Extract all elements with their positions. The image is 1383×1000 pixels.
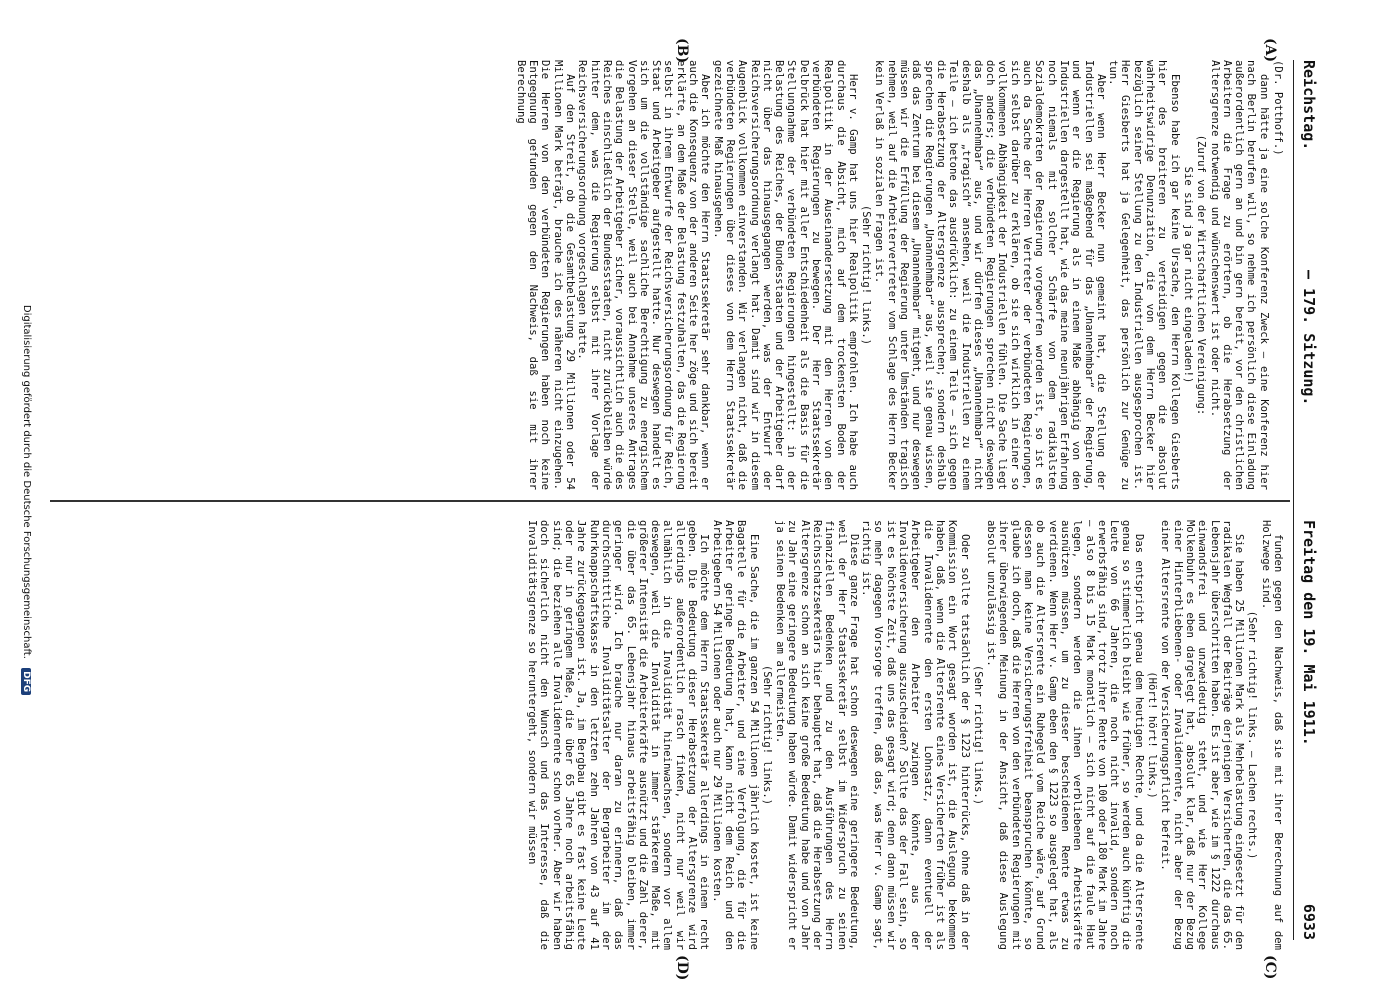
paragraph: Herr v. Gamp hat uns hier Realpolitik empfohlen. Ich habe auch durchaus die Absicht, mich auf dem trockensten Boden der Realpolitik in der Auseinandersetzung mit den Herren von den verbündeten Regierungen zu bewegen. Der Herr Staatssekretär Delbrück hat hier mit aller Entschiedenheit als die Basis für die Stellungnahme der verbündeten Regierungen hingestellt: in der Belastung des Reiches, der Bundesstaaten und der Arbeitgeber darf nicht über das hinausgegangen werden, was der Entwurf der Reichsversicherungsordnung verlangt hat. Damit sind wir in diesem Augenblick vollkommen einverstanden. Wir verlangen nicht, daß die verbündeten Regierungen über dieses von dem Herrn Staatssekretär gezeichnete Maß hinausgehen. <box>711 60 859 490</box>
margin-marker-d: (D) <box>674 955 690 981</box>
margin-marker-b: (B) <box>674 38 690 64</box>
right-column <box>54 520 1284 950</box>
interjection: (Sehr richtig! links.) <box>971 664 984 806</box>
left-column <box>54 60 1284 490</box>
paragraph: Oder sollte tatsächlich der § 1223 hinterrücks, ohne daß in der Kommission ein Wort gesagt worden ist, die Auslegung bekommen haben, daß, wenn die Altersrente eines Versicherten früher ist als die Invalidenrente den ersten Lohnsatz, dann eventuell der Arbeitgeber den Arbeiter zwingen könnte, aus der Invalidenversicherung auszuscheiden? Sollte das der Fall sein, so ist es höchste Zeit, daß uns das gesagt wird; denn dann müssen wir so mehr dagegen Vorsorge treffen, daß das, was Herr v. Gamp sagt, richtig ist. <box>860 520 971 950</box>
column-divider <box>50 500 1290 502</box>
speaker-name: (Dr. Potthoff.) <box>1272 60 1284 156</box>
digitization-footer <box>12 0 32 1000</box>
footer-text: Digitalisierung gefördert durch die Deutsche Forschungsgemeinschaft. <box>21 304 32 659</box>
header-reichstag: Reichstag. <box>1300 60 1318 151</box>
paragraph: funden gegen den Nachweis, daß sie mit ihrer Berechnung auf dem Holzwege sind. <box>1259 520 1284 950</box>
paragraph: Ich möchte dem Herrn Staatssekretär allerdings in einem recht geben. Die Bedeutung dieser Herabsetzung der Altersgrenze wird allerdings außerordentlich rasch finken, nicht nur weil wir allmählich in die Invalidität hineinwachsen, sondern vor allem deswegen, weil die Invalidität in immer stärkerem Maße, mit größerer Intensität die Arbeiterkräfte ausnützt und die Zahl derer, die über das 65. Lebensjahr hinaus arbeitsfähig bleiben, immer geringer wird. Ich brauche nur daran zu erinnern, daß das durchschnittliche Invaliditätsalter der Bergarbeiter im der Ruhrknappschaftskasse in den letzten zehn Jahren von 43 auf 41 Jahre zurückgegangen ist. Ja, im Bergbau gibt es fast keine Leute oder nur in geringem Maße, die über 65 Jahre noch arbeitsfähig sind; die beziehen alle Invalidenrente schon vorher. Aber wir haben doch sicherlich nicht den Wunsch und das Interesse, daß die Invaliditätsgrenze so heruntergeht, sondern wir müssen <box>526 520 711 950</box>
header-date: Freitag den 19. Mai 1911. <box>1300 520 1318 746</box>
page-number: 6933 <box>1300 903 1318 940</box>
paragraph: Auf den Streit, ob die Gesamtbelastung 29 Millionen oder 54 Millionen Mark beträgt, brauche ich des näheren nicht einzugehen. Die Herren von den verbündeten Regierungen haben noch keine Entgegnung gefunden gegen den Nachweis, daß sie mit ihrer Berechnung <box>514 60 577 490</box>
interjection: (Hört! hört! links.) <box>1146 671 1159 799</box>
dfg-logo-icon: DFG <box>21 668 31 695</box>
paragraph: Diese ganze Frage hat schon deswegen eine geringere Bedeutung, weil der Herr Staatssekretär selbst im Widerspruch zu seinen finanziellen Bedenken und zu den Ausführungen des Herrn Reichsschatzsekretärs hier behauptet hat, daß die Herabsetzung der Altersgrenze schon an sich keine große Bedeutung habe und von Jahr zu Jahr eine geringere Bedeutung haben würde. Damit widerspricht er ja seinen Bedenken am allermeisten. <box>774 520 860 950</box>
page-header <box>1294 60 1318 940</box>
paragraph: Das entspricht genau dem heutigen Rechte, und da die Altersrente genau so stimmerlich bleibt wie früher, so werden auch künftig die Leute von 66 Jahren, die noch nicht invalid, sondern noch erwerbsfähig sind, trotz ihrer Rente von 100 oder 180 Mark im Jahre — also 8 bis 15 Mark monatlich — sich nicht auf die faule Haut legen, sondern werden die ihnen verbliebenen Arbeitskräfte ausnützen müssen, um zu dieser bescheidenen Rente etwas zu verdienen. Wenn Herr v. Gamp eben den § 1223 so ausgelegt hat, als ob auch die Altersrente ein Ruhegeld vom Reiche wäre, auf Grund dessen man keine Versicherungsfreiheit beanspruchen könnte, so glaube ich doch, daß die Herren von den verbündeten Regierungen mit ihrer überwiegenden Meinung in der Ansicht, daß diese Auslegung absolut unzulässig ist. <box>985 520 1145 950</box>
interjection: (Sehr richtig! links.) <box>860 204 873 346</box>
margin-marker-a: (A) <box>1262 38 1278 63</box>
paragraph: Aber wenn Herr Becker nun gemeint hat, die Stellung der Industriellen sei maßgebend für das „Unannehmbar“ der Regierung, und wenn er die Regierung als in einem Maße abhängig von den Industriellen dargestellt hat, wie das meine neunjährigen Erfahrung noch niemals mit solcher Schärfe von dem radikalsten Sozialdemokraten der Regierung vorgeworfen worden ist, so ist es auch da Sache der Herren Vertreter der verbündeten Regierungen, sich selbst darüber zu erklären, ob sie sich wirklich in einer so vollkommenen Abhängigkeit der Industriellen fühlen. Die Sache liegt doch anders; die verbündeten Regierungen sprechen nicht deswegen das „Unannehmbar“ aus, und wir dürfen dieses „Unannehmbar“ nicht deshalb als „tragisch“ ansehen, weil die Industriellen zu einem Teile — ich betone das ausdrücklich: zu einem Teile — sich gegen die Herabsetzung der Altersgrenze aussprechen; sondern deshalb sprechen die Regierungen „Unannehmbar“ aus, weil sie genau wissen, daß das Zentrum bei diesem „Unannehmbar“ mitgeht, und nur deswegen müssen wir die Erfüllung der Regierung unter Umständen tragisch nehmen, weil auf die Arbeitervertreter vom Schlage des Herrn Becker kein Verlaß in sozialen Fragen ist. <box>873 60 1107 490</box>
paragraph: Eine Sache, die im ganzen 54 Millionen jährlich kostet, ist keine Bagatelle für die Arbeiter, und eine Verfolgung, die für die Arbeiter geringe Bedeutung hat, kann nicht dem Reich und den Arbeitgebern 54 Millionen oder auch nur 29 Millionen kosten. <box>710 520 760 950</box>
header-session: — 179. Sitzung. <box>1300 270 1318 406</box>
paragraph: Ebenso habe ich gar keine Ursache, den Herrn Kollegen Giesberts hier des breiteren zu verteidigen gegen die absolut wahrheitswidrige Denunziation, die von dem Herrn Becker hier bezüglich seiner Stellung zu den Industriellen ausgesprochen ist. Herr Giesberts hat ja Gelegenheit, das persönlich zur Genüge zu tun. <box>1107 60 1181 490</box>
interjection: (Sehr richtig! links.) <box>760 664 773 806</box>
interjection: (Sehr richtig! links. — Lachen rechts.) <box>1246 610 1259 860</box>
interjection: (Zuruf von der Wirtschaftlichen Vereinigung: <box>1195 134 1208 416</box>
paragraph: Sie haben 25 Millionen Mark als Mehrbelastung eingesetzt für den radikalen Wegfall der Beiträge derjenigen Versicherten, die das 65. Lebensjahr überschritten haben. Es ist aber, wie im § 1222 durchaus einwandsfrei und unzweideutig steht, und wie Herr Kollege Molkenbuhr es eben dargelegt hat, absolut klar, daß nur der Bezug einer Hinterbliebenen- oder Invalidenrente, nicht aber der Bezug einer Altersrente von der Versicherungspflicht befreit. <box>1159 520 1246 950</box>
paragraph: dann hätte ja eine solche Konferenz Zweck — eine Konferenz hier nach Berlin berufen will, so nehme ich persönlich diese Einladung außerordentlich gern an und bin gern bereit, vor den christlichen Arbeitern die Frage zu erörtern, ob die Herabsetzung der Altersgrenze notwendig und wünschenswert ist oder nicht. <box>1208 60 1270 490</box>
paragraph: Aber ich möchte den Herrn Staatssekretär sehr dankbar, wenn er auch die Konsequenz von der anderen Seite her zöge und sich bereit erklärte, an dem Maße der Belastung festzuhalten, das die Regierung selbst in ihrem Entwurfe der Reichsversicherungsordnung für Reich, Staat und Arbeitgeber aufgestellt hatte. Nur deswegen handelt es sich um die vollständige sachliche Berechtigung zu energischem Vorgehen an dieser Stelle, weil auch bei Annahme unseres Antrages die Belastung der Arbeitgeber sicher, voraussichtlich auch die des Reiches einschließlich der Bundesstaaten, nicht zurückbleiben würde hinter dem, was die Regierung selbst mit ihrer Vorlage der Reichsversicherungsordnung vorgeschlagen hatte. <box>576 60 712 490</box>
interjection: Sie sind ja gar nicht eingeladen!) <box>1181 166 1194 384</box>
margin-marker-c: (C) <box>1262 955 1278 980</box>
header-rule <box>1293 60 1294 940</box>
